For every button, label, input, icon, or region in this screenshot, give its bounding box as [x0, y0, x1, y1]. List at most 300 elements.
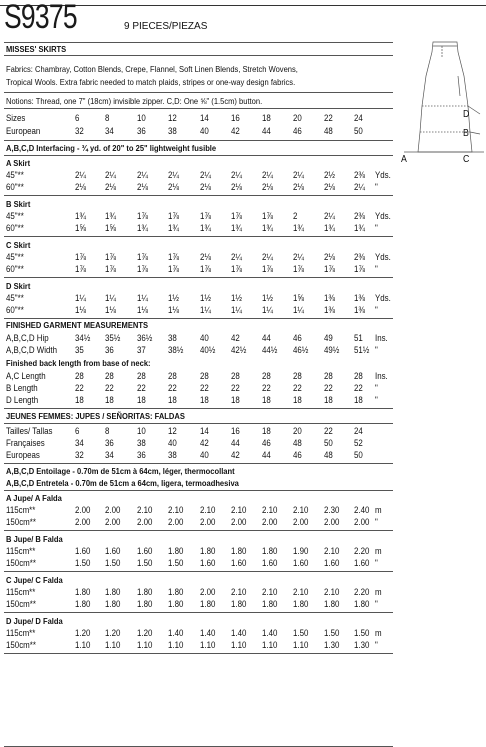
cell: 1⅜ — [354, 293, 366, 303]
cell: 1¾ — [105, 211, 117, 221]
cell: 1⅝ — [293, 293, 305, 303]
cell: 40 — [200, 126, 209, 136]
row-label: 60"** — [6, 223, 24, 233]
cell: 46 — [293, 126, 302, 136]
meter-row — [0, 546, 400, 557]
view-title: D Skirt — [6, 281, 31, 291]
cell: 50 — [354, 126, 363, 136]
row-label: 115cm** — [6, 587, 36, 597]
cell: 1.20 — [105, 628, 121, 638]
cell: 32 — [75, 126, 84, 136]
unit: " — [375, 264, 378, 274]
cell: 50 — [354, 450, 363, 460]
cell: 28 — [137, 371, 146, 381]
cell: 1⅞ — [324, 264, 336, 274]
cell: 1.50 — [75, 558, 91, 568]
cell: 48 — [324, 126, 333, 136]
cell: 38 — [137, 438, 146, 448]
cell: 1¾ — [262, 223, 274, 233]
cell: 1⅞ — [168, 211, 180, 221]
cell: 2¼ — [293, 252, 305, 262]
divider — [4, 653, 393, 654]
cell: 1¾ — [354, 223, 366, 233]
cell: 2.00 — [262, 517, 278, 527]
cell: 1.10 — [75, 640, 91, 650]
fabrics-line-1: Fabrics: Chambray, Cotton Blends, Crepe, Flannel, Soft Linen Blends, Stretch Wovens, — [6, 64, 298, 74]
cell: 12 — [168, 113, 177, 123]
cell: 28 — [324, 371, 333, 381]
row-label: A,B,C,D Width — [6, 345, 58, 355]
unit: " — [375, 395, 378, 405]
cell: 1.80 — [168, 599, 184, 609]
cell: 1¼ — [75, 293, 87, 303]
cell: 1.50 — [324, 628, 340, 638]
unit: " — [375, 558, 378, 568]
measurement-row — [0, 333, 400, 344]
cell: 16 — [231, 113, 240, 123]
cell: 1.80 — [262, 546, 278, 556]
unit: Yds. — [375, 252, 391, 262]
cell: 40½ — [200, 345, 216, 355]
cell: 34 — [75, 438, 84, 448]
entretela-line: A,B,C,D Entretela - 0.70m de 51cm a 64cm, ligera, termoadhesiva — [6, 478, 239, 488]
cell: 48 — [293, 438, 302, 448]
length-row — [0, 383, 400, 394]
cell: 1.50 — [293, 628, 309, 638]
cell: 2⅛ — [75, 182, 87, 192]
cell: 1.10 — [168, 640, 184, 650]
cell: 2⅛ — [324, 252, 336, 262]
unit: m — [375, 546, 382, 556]
row-label: 150cm** — [6, 517, 36, 527]
cell: 28 — [354, 371, 363, 381]
unit: " — [375, 345, 378, 355]
cell: 34 — [105, 126, 114, 136]
cell: 36 — [137, 126, 146, 136]
cell: 1.30 — [354, 640, 370, 650]
meter-row — [0, 517, 400, 528]
yardage-row — [0, 252, 400, 263]
length-row — [0, 395, 400, 406]
unit: Yds. — [375, 211, 391, 221]
meter-row — [0, 628, 400, 639]
cell: 22 — [262, 383, 271, 393]
cell: 1.30 — [324, 640, 340, 650]
cell: 1.10 — [231, 640, 247, 650]
cell: 1⅞ — [105, 264, 117, 274]
unit: " — [375, 517, 378, 527]
cell: 1⅛ — [75, 305, 87, 315]
cell: 1⅜ — [324, 293, 336, 303]
cell: 18 — [262, 426, 271, 436]
cell: 2⅛ — [231, 182, 243, 192]
cell: 34½ — [75, 333, 91, 343]
cell: 1.60 — [137, 546, 153, 556]
cell: 1¾ — [137, 223, 149, 233]
cell: 18 — [262, 395, 271, 405]
cell: 1.40 — [200, 628, 216, 638]
cell: 1⅞ — [200, 264, 212, 274]
cell: 1¾ — [231, 223, 243, 233]
cell: 46 — [293, 333, 302, 343]
cell: 2.00 — [231, 517, 247, 527]
cell: 18 — [105, 395, 114, 405]
cell: 2.00 — [200, 517, 216, 527]
cell: 2⅛ — [137, 182, 149, 192]
cell: 12 — [168, 426, 177, 436]
cell: 28 — [293, 371, 302, 381]
cell: 1⅞ — [75, 252, 87, 262]
cell: 1.40 — [231, 628, 247, 638]
unit: " — [375, 223, 378, 233]
cell: 40 — [200, 450, 209, 460]
cell: 1.10 — [293, 640, 309, 650]
cell: 2.20 — [354, 546, 370, 556]
cell: 2.00 — [168, 517, 184, 527]
row-label: 45"** — [6, 170, 24, 180]
cell: 18 — [262, 113, 271, 123]
cell: 34 — [105, 450, 114, 460]
cell: 2⅛ — [324, 182, 336, 192]
divider — [4, 195, 393, 196]
row-label: 45"** — [6, 211, 24, 221]
cell: 42½ — [231, 345, 247, 355]
cell: 1.80 — [168, 546, 184, 556]
cell: 1¾ — [168, 223, 180, 233]
view-title: C Skirt — [6, 240, 31, 250]
cell: 46 — [293, 450, 302, 460]
cell: 22 — [168, 383, 177, 393]
header — [4, 0, 97, 40]
cell: 2.10 — [137, 505, 153, 515]
unit: " — [375, 599, 378, 609]
cell: 2⅛ — [293, 182, 305, 192]
cell: 36 — [105, 345, 114, 355]
divider — [4, 277, 393, 278]
cell: 8 — [105, 426, 110, 436]
cell: 2.10 — [262, 587, 278, 597]
cell: 1½ — [231, 293, 243, 303]
cell: 37 — [137, 345, 146, 355]
view-title: C Jupe/ C Falda — [6, 575, 63, 585]
cell: 1.60 — [354, 558, 370, 568]
row-label: A,B,C,D Hip — [6, 333, 49, 343]
cell: 2.10 — [231, 505, 247, 515]
cell: 1.50 — [354, 628, 370, 638]
cell: 18 — [293, 395, 302, 405]
cell: 2¼ — [354, 182, 366, 192]
cell: 38½ — [168, 345, 184, 355]
cell: 1⅞ — [137, 264, 149, 274]
cell: 35½ — [105, 333, 121, 343]
cell: 1.80 — [105, 587, 121, 597]
cell: 22 — [293, 383, 302, 393]
cell: 10 — [137, 426, 146, 436]
divider — [4, 463, 393, 464]
cell: 38 — [168, 126, 177, 136]
cell: 46 — [262, 438, 271, 448]
european-row — [0, 126, 400, 137]
yardage-row — [0, 182, 400, 193]
cell: 1⅞ — [168, 252, 180, 262]
cell: 1.60 — [324, 558, 340, 568]
fabrics-line-2: Tropical Wools. Extra fabric needed to match plaids, stripes or one-way design fabrics. — [6, 77, 296, 87]
cell: 28 — [231, 371, 240, 381]
cell: 28 — [168, 371, 177, 381]
meter-row — [0, 505, 400, 516]
cell: 2.00 — [105, 517, 121, 527]
cell: 1⅞ — [75, 264, 87, 274]
yardage-row — [0, 305, 400, 316]
cell: 40 — [200, 333, 209, 343]
unit: Ins. — [375, 371, 388, 381]
cell: 1.60 — [262, 558, 278, 568]
cell: 1½ — [200, 293, 212, 303]
cell: 1⅛ — [168, 305, 180, 315]
cell: 1¼ — [231, 305, 243, 315]
divider — [4, 140, 393, 141]
cell: 2⅜ — [354, 252, 366, 262]
cell: 2¼ — [293, 170, 305, 180]
cell: 20 — [293, 426, 302, 436]
cell: 1⅞ — [105, 252, 117, 262]
cell: 18 — [324, 395, 333, 405]
row-label: Europeas — [6, 450, 40, 460]
divider — [4, 108, 393, 109]
cell: 1.50 — [168, 558, 184, 568]
cell: 2.00 — [75, 505, 91, 515]
row-label: 60"** — [6, 264, 24, 274]
cell: 2.10 — [324, 546, 340, 556]
cell: 1.10 — [137, 640, 153, 650]
cell: 1¾ — [200, 223, 212, 233]
unit: Yds. — [375, 170, 391, 180]
cell: 2⅛ — [262, 182, 274, 192]
cell: 36 — [105, 438, 114, 448]
row-label: 45"** — [6, 252, 24, 262]
cell: 2.00 — [354, 517, 370, 527]
row-label: Sizes — [6, 113, 26, 123]
section-title: MISSES' SKIRTS — [6, 44, 67, 54]
cell: 44½ — [262, 345, 278, 355]
cell: 1½ — [262, 293, 274, 303]
cell: 1.80 — [75, 599, 91, 609]
cell: 18 — [137, 395, 146, 405]
cell: 8 — [105, 113, 110, 123]
cell: 1½ — [168, 293, 180, 303]
cell: 1¼ — [200, 305, 212, 315]
cell: 2.40 — [354, 505, 370, 515]
cell: 1¾ — [75, 211, 87, 221]
cell: 2¼ — [262, 170, 274, 180]
pieces-count: 9 PIECES/PIEZAS — [124, 21, 208, 32]
cell: 28 — [200, 371, 209, 381]
unit: Ins. — [375, 333, 388, 343]
cell: 1.80 — [75, 587, 91, 597]
cell: 24 — [354, 426, 363, 436]
cell: 2⅜ — [354, 211, 366, 221]
cell: 1.10 — [200, 640, 216, 650]
cell: 2¼ — [200, 170, 212, 180]
divider — [4, 423, 393, 424]
cell: 1.80 — [324, 599, 340, 609]
view-title: D Jupe/ D Falda — [6, 616, 63, 626]
diagram-label-b: B — [463, 128, 469, 139]
cell: 1⅜ — [324, 305, 336, 315]
cell: 1⅞ — [200, 211, 212, 221]
cell: 2.10 — [262, 505, 278, 515]
divider — [4, 408, 393, 409]
row-label: 60"** — [6, 182, 24, 192]
cell: 1.80 — [137, 599, 153, 609]
cell: 28 — [75, 371, 84, 381]
cell: 2¼ — [105, 170, 117, 180]
entoilage-line: A,B,C,D Entoilage - 0.70m de 51cm à 64cm, léger, thermocollant — [6, 466, 235, 476]
cell: 18 — [200, 395, 209, 405]
view-title: B Skirt — [6, 199, 31, 209]
cell: 2.00 — [324, 517, 340, 527]
cell: 1⅞ — [354, 264, 366, 274]
unit: " — [375, 182, 378, 192]
row-label: 115cm** — [6, 505, 36, 515]
cell: 1.80 — [231, 599, 247, 609]
diagram-label-d: D — [463, 109, 470, 120]
cell: 1.20 — [75, 628, 91, 638]
cell: 28 — [262, 371, 271, 381]
cell: 2¼ — [231, 252, 243, 262]
divider — [4, 236, 393, 237]
unit: " — [375, 383, 378, 393]
cell: 1.60 — [200, 558, 216, 568]
divider — [4, 571, 393, 572]
cell: 38 — [168, 333, 177, 343]
cell: 1.90 — [293, 546, 309, 556]
cell: 1⅞ — [168, 264, 180, 274]
cell: 1⅝ — [105, 223, 117, 233]
cell: 2¼ — [231, 170, 243, 180]
sizes-row — [0, 113, 400, 124]
cell: 1⅞ — [137, 252, 149, 262]
cell: 1.60 — [231, 558, 247, 568]
finished-title: FINISHED GARMENT MEASUREMENTS — [6, 320, 149, 330]
cell: 1.20 — [137, 628, 153, 638]
meter-row — [0, 558, 400, 569]
row-label: 150cm** — [6, 599, 36, 609]
cell: 22 — [324, 113, 333, 123]
cell: 40 — [168, 438, 177, 448]
cell: 1.10 — [262, 640, 278, 650]
cell: 2.00 — [293, 517, 309, 527]
cell: 44 — [262, 333, 271, 343]
cell: 2 — [293, 211, 298, 221]
length-row — [0, 371, 400, 382]
divider — [4, 318, 393, 319]
cell: 1.50 — [137, 558, 153, 568]
yardage-row — [0, 170, 400, 181]
row-label: 60"** — [6, 305, 24, 315]
cell: 14 — [200, 113, 209, 123]
cell: 18 — [231, 395, 240, 405]
cell: 6 — [75, 113, 80, 123]
row-label: 115cm** — [6, 628, 36, 638]
cell: 2.10 — [200, 505, 216, 515]
cell: 1.80 — [168, 587, 184, 597]
cell: 22 — [200, 383, 209, 393]
cell: 2¼ — [137, 170, 149, 180]
unit: Yds. — [375, 293, 391, 303]
cell: 28 — [105, 371, 114, 381]
cell: 1¼ — [105, 293, 117, 303]
cell: 35 — [75, 345, 84, 355]
row-label: D Length — [6, 395, 39, 405]
divider — [4, 530, 393, 531]
cell: 42 — [231, 450, 240, 460]
cell: 1.60 — [105, 546, 121, 556]
cell: 22 — [324, 383, 333, 393]
cell: 2.10 — [324, 587, 340, 597]
cell: 18 — [354, 395, 363, 405]
cell: 1.80 — [293, 599, 309, 609]
back-length-title: Finished back length from base of neck: — [6, 358, 151, 368]
meter-row — [0, 640, 400, 651]
cell: 42 — [231, 333, 240, 343]
cell: 22 — [105, 383, 114, 393]
unit: m — [375, 628, 382, 638]
cell: 1⅞ — [137, 211, 149, 221]
cell: 44 — [262, 126, 271, 136]
cell: 1⅛ — [137, 305, 149, 315]
cell: 1¼ — [262, 305, 274, 315]
cell: 52 — [354, 438, 363, 448]
cell: 46½ — [293, 345, 309, 355]
cell: 1.40 — [168, 628, 184, 638]
cell: 1.40 — [262, 628, 278, 638]
row-label: Françaises — [6, 438, 45, 448]
cell: 1¼ — [137, 293, 149, 303]
meter-row — [0, 599, 400, 610]
cell: 1¾ — [293, 223, 305, 233]
row-label: 115cm** — [6, 546, 36, 556]
cell: 2.30 — [324, 505, 340, 515]
tailles-row — [0, 426, 400, 437]
cell: 51½ — [354, 345, 370, 355]
row-label: A,C Length — [6, 371, 46, 381]
cell: 2.00 — [75, 517, 91, 527]
cell: 1¼ — [293, 305, 305, 315]
cell: 1⅞ — [262, 211, 274, 221]
diagram-label-c: C — [463, 154, 470, 165]
cell: 44 — [231, 438, 240, 448]
francaises-row — [0, 438, 400, 449]
unit: m — [375, 505, 382, 515]
cell: 22 — [354, 383, 363, 393]
cell: 20 — [293, 113, 302, 123]
cell: 14 — [200, 426, 209, 436]
unit: " — [375, 305, 378, 315]
divider — [4, 155, 393, 156]
unit: m — [375, 587, 382, 597]
row-label: Tailles/ Tallas — [6, 426, 53, 436]
cell: 51 — [354, 333, 363, 343]
cell: 1.80 — [200, 599, 216, 609]
meter-row — [0, 587, 400, 598]
yardage-row — [0, 293, 400, 304]
cell: 42 — [200, 438, 209, 448]
unit: " — [375, 640, 378, 650]
cell: 1¾ — [324, 223, 336, 233]
cell: 1.60 — [75, 546, 91, 556]
measurement-row — [0, 345, 400, 356]
